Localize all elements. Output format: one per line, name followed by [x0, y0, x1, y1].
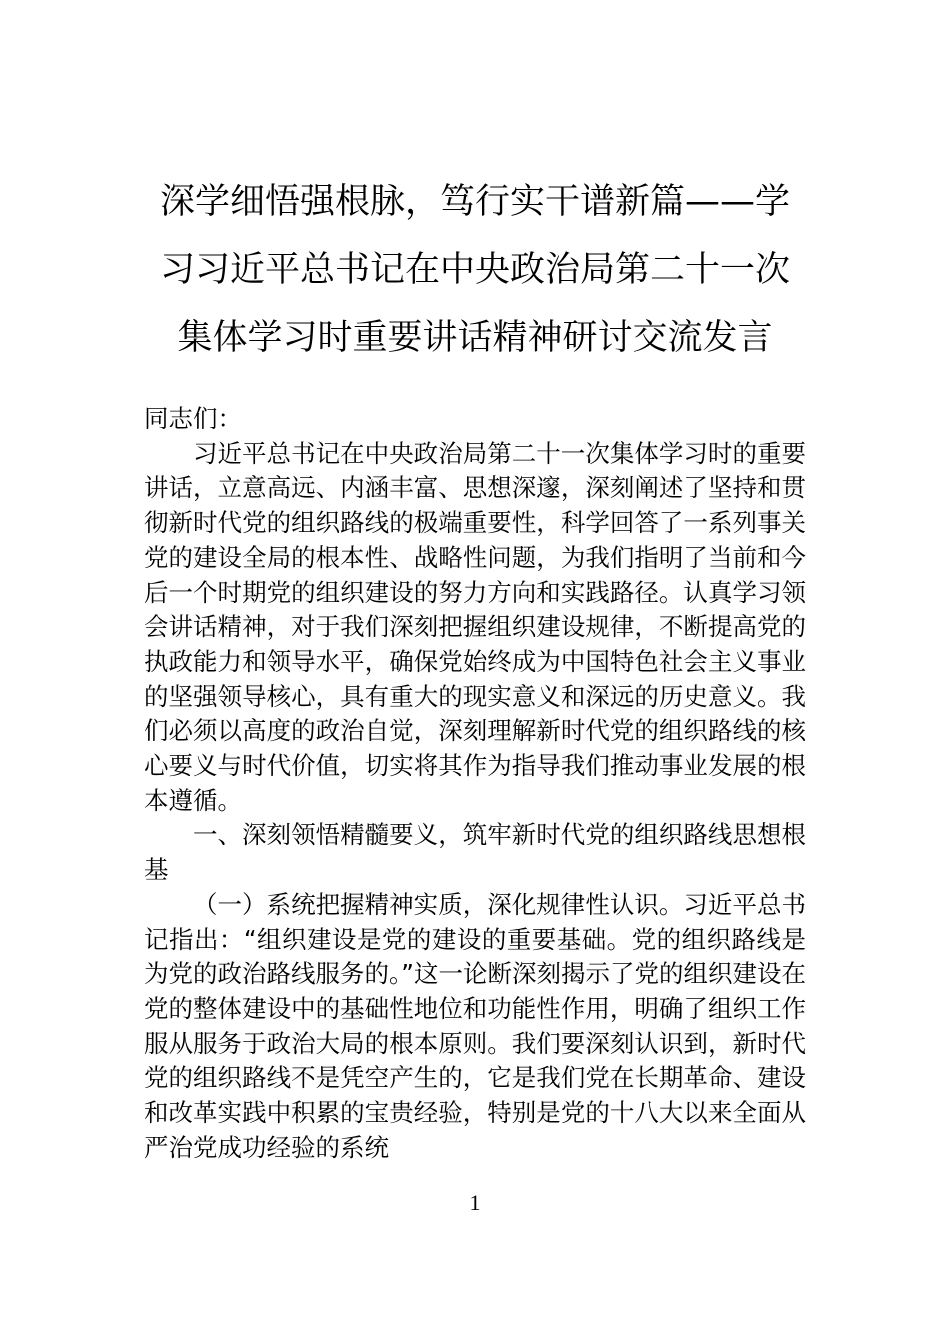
paragraph-intro: 习近平总书记在中央政治局第二十一次集体学习时的重要讲话，立意高远、内涵丰富、思想深邃，深刻阐述了坚持和贯彻新时代党的组织路线的极端重要性，科学回答了一系列事关党的建设全局的根本性、战略性问题，为我们指明了当前和今后一个时期党的组织建设的努力方向和实践路径。认真学习领会讲话精神，对于我们深刻把握组织建设规律，不断提高党的执政能力和领导水平，确保党始终成为中国特色社会主义事业的坚强领导核心，具有重大的现实意义和深远的历史意义。我们必须以高度的政治自觉，深刻理解新时代党的组织路线的核心要义与时代价值，切实将其作为指导我们推动事业发展的根本遵循。 — [144, 438, 806, 815]
title-line-3: 集体学习时重要讲话精神研讨交流发言 — [177, 318, 773, 358]
section-heading-1: 一、深刻领悟精髓要义，筑牢新时代党的组织路线思想根基 — [144, 820, 806, 885]
document-body — [144, 402, 806, 1165]
paragraph-subsection-1: （一）系统把握精神实质，深化规律性认识。习近平总书记指出：“组织建设是党的建设的重要基础。党的组织路线是为党的政治路线服务的。”这一论断深刻揭示了党的组织建设在党的整体建设中的基础性地位和功能性作用，明确了组织工作服从服务于政治大局的根本原则。我们要深刻认识到，新时代党的组织路线不是凭空产生的，它是我们党在长期革命、建设和改革实践中积累的宝贵经验，特别是党的十八大以来全面从严治党成功经验的系统 — [144, 889, 806, 1162]
page-number: 1 — [469, 1190, 481, 1215]
salutation: 同志们： — [144, 404, 242, 433]
title-line-2: 习习近平总书记在中央政治局第二十一次 — [159, 250, 790, 290]
title-line-1: 深学细悟强根脉，笃行实干谱新篇——学 — [159, 182, 790, 222]
document-title — [140, 168, 810, 372]
